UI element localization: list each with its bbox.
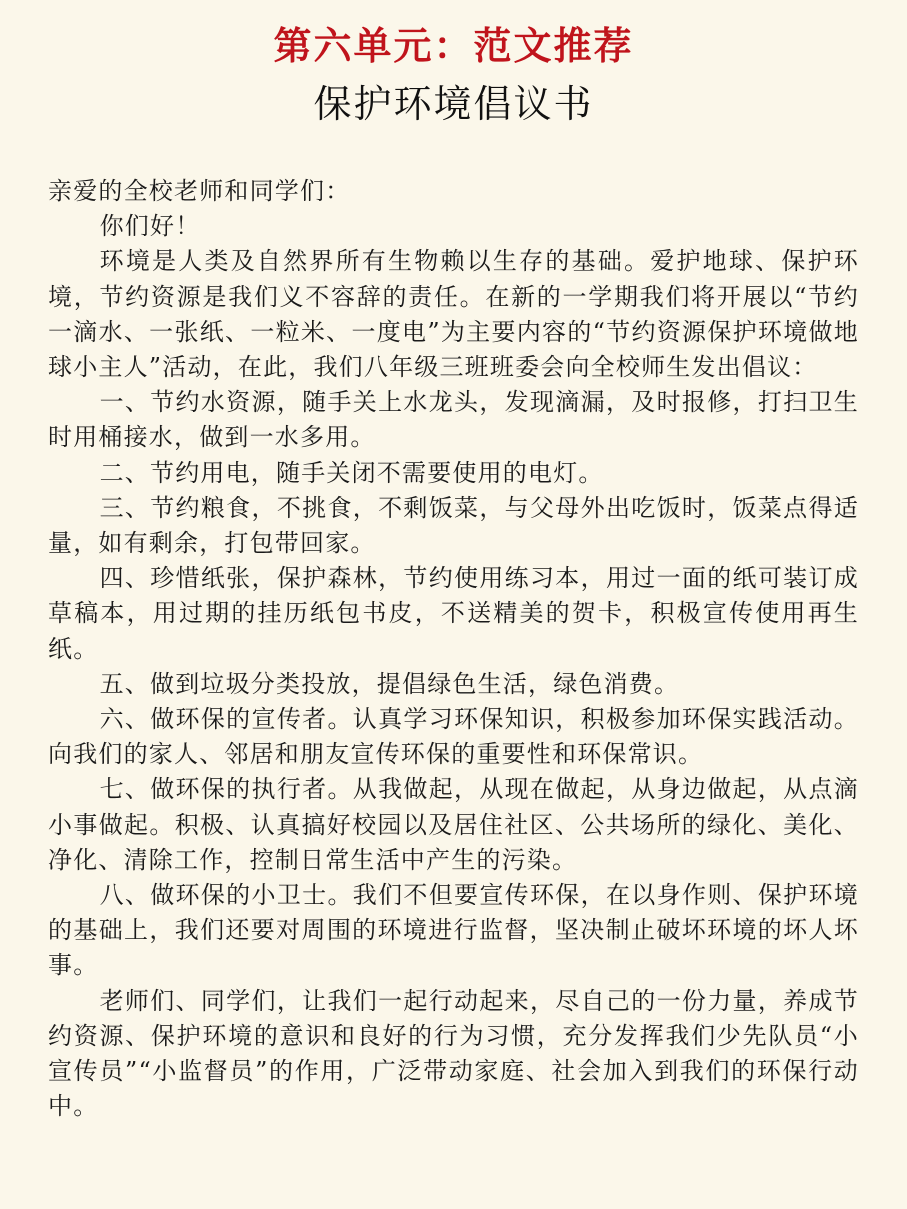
paragraph-item-6: 六、做环保的宣传者。认真学习环保知识，积极参加环保实践活动。向我们的家人、邻居和朋友宣传环保的重要性和环保常识。 [48,705,859,769]
document-header [48,20,859,132]
paragraph-item-7: 七、做环保的执行者。从我做起，从现在做起，从身边做起，从点滴小事做起。积极、认真搞好校园以及居住社区、公共场所的绿化、美化、净化、清除工作，控制日常生活中产生的污染。 [48,775,859,874]
greeting: 你们好！ [99,212,201,241]
paragraph-intro: 环境是人类及自然界所有生物赖以生存的基础。爱护地球、保护环境，节约资源是我们义不容辞的责任。在新的一学期我们将开展以“节约一滴水、一张纸、一粒米、一度电”为主要内容的“节约资源保护环境做地球小主人”活动，在此，我们八年级三班班委会向全校师生发出倡议： [48,247,859,382]
unit-title: 第六单元：范文推荐 [273,23,634,68]
paragraph-item-2: 二、节约用电，随手关闭不需要使用的电灯。 [99,458,604,487]
paragraph-item-4: 四、珍惜纸张，保护森林，节约使用练习本，用过一面的纸可装订成草稿本，用过期的挂历纸包书皮，不送精美的贺卡，积极宣传使用再生纸。 [48,564,859,663]
paragraph-item-3: 三、节约粮食，不挑食，不剩饭菜，与父母外出吃饭时，饭菜点得适量，如有剩余，打包带回家。 [48,493,859,558]
paragraph-item-8: 八、做环保的小卫士。我们不但要宣传环保，在以身作则、保护环境的基础上，我们还要对周围的环境进行监督，坚决制止破坏环境的坏人坏事。 [48,881,859,980]
paragraph-closing: 老师们、同学们，让我们一起行动起来，尽自己的一份力量，养成节约资源、保护环境的意识和良好的行为习惯，充分发挥我们少先队员“小宣传员”“小监督员”的作用，广泛带动家庭、社会加入到我们的环保行动中。 [48,986,859,1121]
paragraph-item-1: 一、节约水资源，随手关上水龙头，发现滴漏，及时报修，打扫卫生时用桶接水，做到一水多用。 [48,388,859,452]
letter-body [48,174,859,1124]
salutation: 亲爱的全校老师和同学们： [48,177,351,205]
document-title: 保护环境倡议书 [313,82,594,126]
paragraph-item-5: 五、做到垃圾分类投放，提倡绿色生活，绿色消费。 [99,669,680,698]
